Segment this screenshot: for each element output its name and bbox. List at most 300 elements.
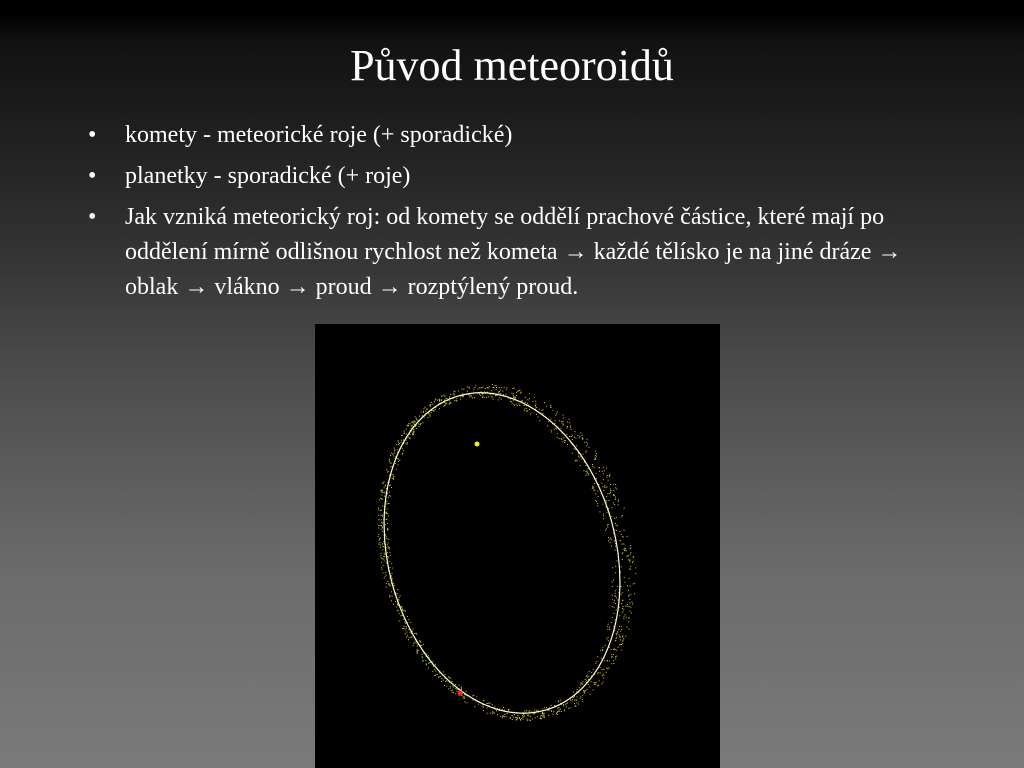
particle <box>423 644 424 645</box>
particle <box>482 397 483 398</box>
particle <box>615 523 616 524</box>
particle <box>612 586 613 587</box>
particle <box>580 696 581 697</box>
particle <box>413 643 414 644</box>
particle <box>616 638 617 639</box>
particle <box>612 595 613 596</box>
particle <box>480 395 481 396</box>
particle <box>493 712 494 713</box>
particle <box>630 554 631 555</box>
particle <box>541 715 542 716</box>
particle <box>611 663 612 664</box>
particle <box>404 610 405 611</box>
particle <box>404 431 405 432</box>
particle <box>554 429 555 430</box>
particle <box>619 635 620 636</box>
particle <box>618 500 619 501</box>
particle <box>446 403 447 404</box>
particle <box>407 442 408 443</box>
particle <box>490 713 491 714</box>
particle <box>567 444 568 445</box>
particle <box>397 589 398 590</box>
particle <box>546 406 547 407</box>
particle <box>576 700 577 701</box>
particle <box>564 440 565 441</box>
particle <box>382 526 383 527</box>
particle <box>557 411 558 412</box>
particle <box>572 439 573 440</box>
particle <box>551 432 552 433</box>
particle <box>389 561 390 562</box>
particle <box>404 628 405 629</box>
particle <box>516 404 517 405</box>
particle <box>473 389 474 390</box>
bullet-list <box>88 118 948 311</box>
particle <box>586 680 587 681</box>
particle <box>428 413 429 414</box>
particle <box>492 713 493 714</box>
particle <box>601 658 602 659</box>
particle <box>523 714 524 715</box>
particle <box>379 540 380 541</box>
particle <box>387 552 388 553</box>
particle <box>564 442 565 443</box>
particle <box>386 536 387 537</box>
particle <box>381 522 382 523</box>
particle <box>616 656 617 657</box>
particle <box>388 583 389 584</box>
particle <box>406 626 407 627</box>
particle <box>595 663 596 664</box>
particle <box>385 492 386 493</box>
bullet-item <box>88 118 948 153</box>
particle <box>381 510 382 511</box>
particle <box>467 386 468 387</box>
particle <box>584 442 585 443</box>
particle <box>455 688 456 689</box>
particle <box>493 399 494 400</box>
particle <box>632 601 633 602</box>
particle <box>416 418 417 419</box>
particle <box>585 679 586 680</box>
particle <box>586 471 587 472</box>
particle <box>471 395 472 396</box>
particle <box>520 393 521 394</box>
particle <box>618 599 619 600</box>
particle <box>492 384 493 385</box>
particle <box>562 441 563 442</box>
particle <box>626 617 627 618</box>
particle <box>448 676 449 677</box>
particle <box>610 538 611 539</box>
particle <box>577 460 578 461</box>
particle <box>530 716 531 717</box>
particle <box>582 438 583 439</box>
particle <box>607 668 608 669</box>
particle <box>387 508 388 509</box>
particle <box>475 385 476 386</box>
particle <box>593 486 594 487</box>
particle <box>589 687 590 688</box>
particle <box>417 649 418 650</box>
particle <box>543 409 544 410</box>
particle <box>403 610 404 611</box>
particle <box>432 404 433 405</box>
particle <box>614 504 615 505</box>
particle <box>390 595 391 596</box>
particle <box>597 656 598 657</box>
particle <box>453 692 454 693</box>
particle <box>542 712 543 713</box>
particle <box>383 556 384 557</box>
particle <box>416 634 417 635</box>
particle <box>513 717 514 718</box>
particle <box>612 567 613 568</box>
particle <box>607 512 608 513</box>
particle <box>544 402 545 403</box>
particle <box>615 543 616 544</box>
particle <box>392 578 393 579</box>
particle <box>513 393 514 394</box>
particle <box>390 455 391 456</box>
particle <box>613 660 614 661</box>
particle <box>394 451 395 452</box>
particle <box>623 609 624 610</box>
particle <box>503 707 504 708</box>
particle <box>380 525 381 526</box>
particle <box>550 405 551 406</box>
particle <box>388 539 389 540</box>
particle <box>381 519 382 520</box>
particle <box>622 553 623 554</box>
particle <box>396 607 397 608</box>
particle <box>597 673 598 674</box>
particle <box>378 525 379 526</box>
particle <box>449 677 450 678</box>
particle <box>389 459 390 460</box>
particle <box>387 513 388 514</box>
particle <box>397 449 398 450</box>
particle <box>434 669 435 670</box>
particle <box>621 516 622 517</box>
particle <box>405 442 406 443</box>
particle <box>600 672 601 673</box>
particle <box>551 705 552 706</box>
particle <box>413 432 414 433</box>
particle <box>524 716 525 717</box>
particle <box>412 432 413 433</box>
particle <box>615 546 616 547</box>
particle <box>500 716 501 717</box>
particle <box>490 703 491 704</box>
particle <box>540 717 541 718</box>
particle <box>381 525 382 526</box>
particle <box>586 451 587 452</box>
particle <box>413 423 414 424</box>
particle <box>534 713 535 714</box>
particle <box>563 438 564 439</box>
particle <box>614 495 615 496</box>
particle <box>616 517 617 518</box>
particle <box>394 449 395 450</box>
particle <box>603 515 604 516</box>
particle <box>380 547 381 548</box>
particle <box>499 387 500 388</box>
particle <box>532 719 533 720</box>
particle <box>406 628 407 629</box>
particle <box>421 412 422 413</box>
particle <box>412 422 413 423</box>
particle <box>381 553 382 554</box>
particle <box>611 546 612 547</box>
particle <box>613 484 614 485</box>
particle <box>584 691 585 692</box>
particle <box>599 680 600 681</box>
particle <box>401 442 402 443</box>
particle <box>622 552 623 553</box>
particle <box>512 719 513 720</box>
particle <box>629 618 630 619</box>
particle <box>594 483 595 484</box>
particle <box>386 538 387 539</box>
particle <box>454 400 455 401</box>
particle <box>535 404 536 405</box>
particle <box>390 555 391 556</box>
particle <box>384 554 385 555</box>
particle <box>603 675 604 676</box>
particle <box>393 455 394 456</box>
particle <box>635 567 636 568</box>
particle <box>414 421 415 422</box>
particle <box>615 593 616 594</box>
particle <box>401 615 402 616</box>
particle <box>510 718 511 719</box>
particle <box>622 515 623 516</box>
particle <box>435 670 436 671</box>
particle <box>582 435 583 436</box>
particle <box>379 542 380 543</box>
particle <box>544 715 545 716</box>
particle <box>622 636 623 637</box>
particle <box>535 401 536 402</box>
particle <box>402 435 403 436</box>
particle <box>609 667 610 668</box>
particle <box>569 436 570 437</box>
particle <box>382 558 383 559</box>
particle <box>487 713 488 714</box>
particle <box>630 548 631 549</box>
particle <box>632 604 633 605</box>
particle <box>423 412 424 413</box>
particle <box>556 413 557 414</box>
particle <box>513 395 514 396</box>
particle <box>609 475 610 476</box>
particle <box>435 664 436 665</box>
particle <box>606 486 607 487</box>
bullet-text: komety - meteorické roje (+ sporadické) <box>125 122 513 148</box>
particle <box>451 690 452 691</box>
particle <box>501 387 502 388</box>
particle <box>584 462 585 463</box>
particle <box>606 502 607 503</box>
particle <box>394 452 395 453</box>
particle <box>527 719 528 720</box>
bullet-marker: • <box>88 204 97 230</box>
particle <box>518 390 519 391</box>
particle <box>517 715 518 716</box>
particle <box>391 591 392 592</box>
particle <box>515 717 516 718</box>
particle <box>420 424 421 425</box>
particle <box>514 388 515 389</box>
particle <box>623 544 624 545</box>
particle <box>443 671 444 672</box>
particle <box>391 475 392 476</box>
particle <box>414 431 415 432</box>
particle <box>633 556 634 557</box>
particle <box>517 405 518 406</box>
particle <box>565 704 566 705</box>
particle <box>419 416 420 417</box>
particle <box>616 609 617 610</box>
particle <box>604 487 605 488</box>
particle <box>514 405 515 406</box>
particle <box>399 613 400 614</box>
particle <box>593 669 594 670</box>
particle <box>569 422 570 423</box>
particle <box>579 437 580 438</box>
particle <box>469 388 470 389</box>
particle <box>404 626 405 627</box>
particle <box>381 490 382 491</box>
particle <box>522 717 523 718</box>
particle <box>485 388 486 389</box>
particle <box>563 418 564 419</box>
particle <box>384 561 385 562</box>
particle <box>602 674 603 675</box>
particle <box>556 713 557 714</box>
particle <box>603 473 604 474</box>
particle <box>579 457 580 458</box>
particle <box>389 485 390 486</box>
particle <box>491 397 492 398</box>
particle <box>557 433 558 434</box>
particle <box>597 503 598 504</box>
particle <box>616 633 617 634</box>
particle <box>381 529 382 530</box>
particle <box>399 621 400 622</box>
particle <box>378 527 379 528</box>
particle <box>405 633 406 634</box>
particle <box>412 629 413 630</box>
particle <box>519 717 520 718</box>
particle <box>524 409 525 410</box>
particle <box>517 717 518 718</box>
particle <box>599 511 600 512</box>
particle <box>415 422 416 423</box>
particle <box>408 437 409 438</box>
particle <box>384 553 385 554</box>
particle <box>444 400 445 401</box>
particle <box>504 714 505 715</box>
particle <box>386 501 387 502</box>
particle <box>542 413 543 414</box>
particle <box>452 686 453 687</box>
particle <box>392 595 393 596</box>
particle <box>596 501 597 502</box>
particle <box>572 435 573 436</box>
particle <box>387 528 388 529</box>
particle <box>416 428 417 429</box>
particle <box>622 536 623 537</box>
particle <box>577 697 578 698</box>
particle <box>415 416 416 417</box>
particle <box>509 709 510 710</box>
particle <box>631 613 632 614</box>
particle <box>625 636 626 637</box>
particle <box>526 411 527 412</box>
particle <box>417 420 418 421</box>
particle <box>461 687 462 688</box>
particle <box>408 629 409 630</box>
particle <box>383 565 384 566</box>
particle <box>619 626 620 627</box>
particle <box>607 475 608 476</box>
particle <box>407 443 408 444</box>
particle <box>623 638 624 639</box>
particle <box>615 497 616 498</box>
particle <box>398 461 399 462</box>
particle <box>550 407 551 408</box>
particle <box>445 403 446 404</box>
particle <box>420 641 421 642</box>
particle <box>450 686 451 687</box>
particle <box>587 689 588 690</box>
particle <box>611 516 612 517</box>
particle <box>584 692 585 693</box>
particle <box>384 578 385 579</box>
particle <box>623 640 624 641</box>
particle <box>437 674 438 675</box>
particle <box>470 394 471 395</box>
particle <box>629 560 630 561</box>
particle <box>522 715 523 716</box>
particle <box>618 647 619 648</box>
particle <box>381 515 382 516</box>
particle <box>435 399 436 400</box>
particle <box>634 583 635 584</box>
particle <box>513 404 514 405</box>
particle <box>609 493 610 494</box>
particle <box>608 537 609 538</box>
particle <box>445 674 446 675</box>
particle <box>592 466 593 467</box>
particle <box>625 606 626 607</box>
particle <box>595 451 596 452</box>
particle <box>577 689 578 690</box>
particle <box>381 495 382 496</box>
particle <box>606 528 607 529</box>
particle <box>398 442 399 443</box>
particle <box>510 717 511 718</box>
particle <box>526 710 527 711</box>
particle <box>541 718 542 719</box>
particle <box>618 504 619 505</box>
particle <box>542 709 543 710</box>
particle <box>543 714 544 715</box>
particle <box>396 469 397 470</box>
particle <box>593 488 594 489</box>
